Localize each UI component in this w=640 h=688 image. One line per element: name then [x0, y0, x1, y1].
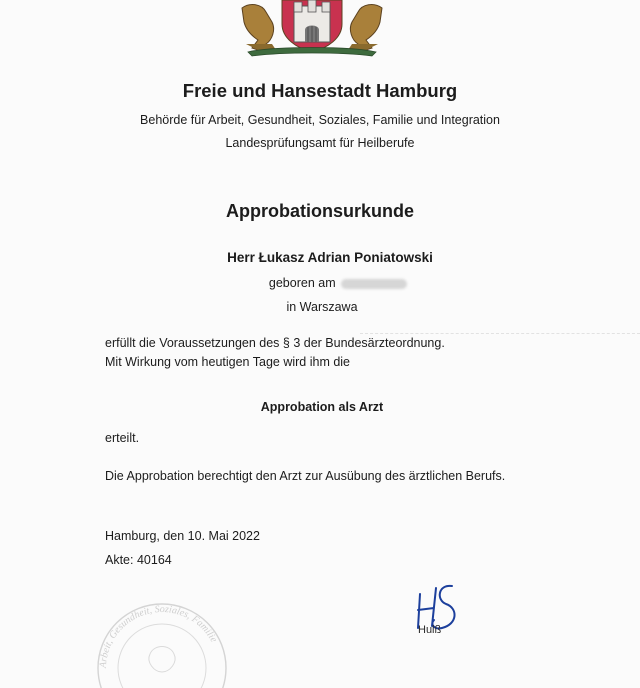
fold-line	[360, 333, 640, 334]
file-reference: Akte: 40164	[105, 553, 172, 567]
birthplace: in Warszawa	[286, 300, 358, 314]
entitlement-line: Die Approbation berechtigt den Arzt zur Ausübung des ärztlichen Berufs.	[105, 469, 506, 483]
birth-line	[18, 276, 640, 290]
hamburg-coat-of-arms-icon	[232, 0, 392, 58]
requirement-line: erfüllt die Voraussetzungen des § 3 der Bundesärzteordnung.	[105, 336, 445, 350]
place-date: Hamburg, den 10. Mai 2022	[105, 529, 260, 543]
signatory-name: Hulß	[418, 624, 442, 636]
person-name: Herr Łukasz Adrian Poniatowski	[227, 250, 433, 265]
issuer-title: Freie und Hansestadt Hamburg	[182, 80, 458, 101]
redacted-birth-date	[341, 279, 407, 289]
document-heading: Approbationsurkunde	[226, 201, 414, 221]
born-label: geboren am	[268, 276, 336, 290]
seal-text: Arbeit, Gesundheit, Soziales, Familie	[97, 603, 220, 669]
approbation-title: Approbation als Arzt	[260, 400, 384, 414]
official-seal-icon	[92, 588, 232, 688]
office-name: Landesprüfungsamt für Heilberufe	[225, 136, 415, 150]
granted-line: erteilt.	[105, 431, 140, 445]
effect-line: Mit Wirkung vom heutigen Tage wird ihm die	[105, 355, 351, 369]
svg-text:Arbeit, Gesundheit, Soziales,	[98, 604, 219, 669]
authority-name: Behörde für Arbeit, Gesundheit, Soziales, Familie und Integration	[140, 113, 500, 127]
